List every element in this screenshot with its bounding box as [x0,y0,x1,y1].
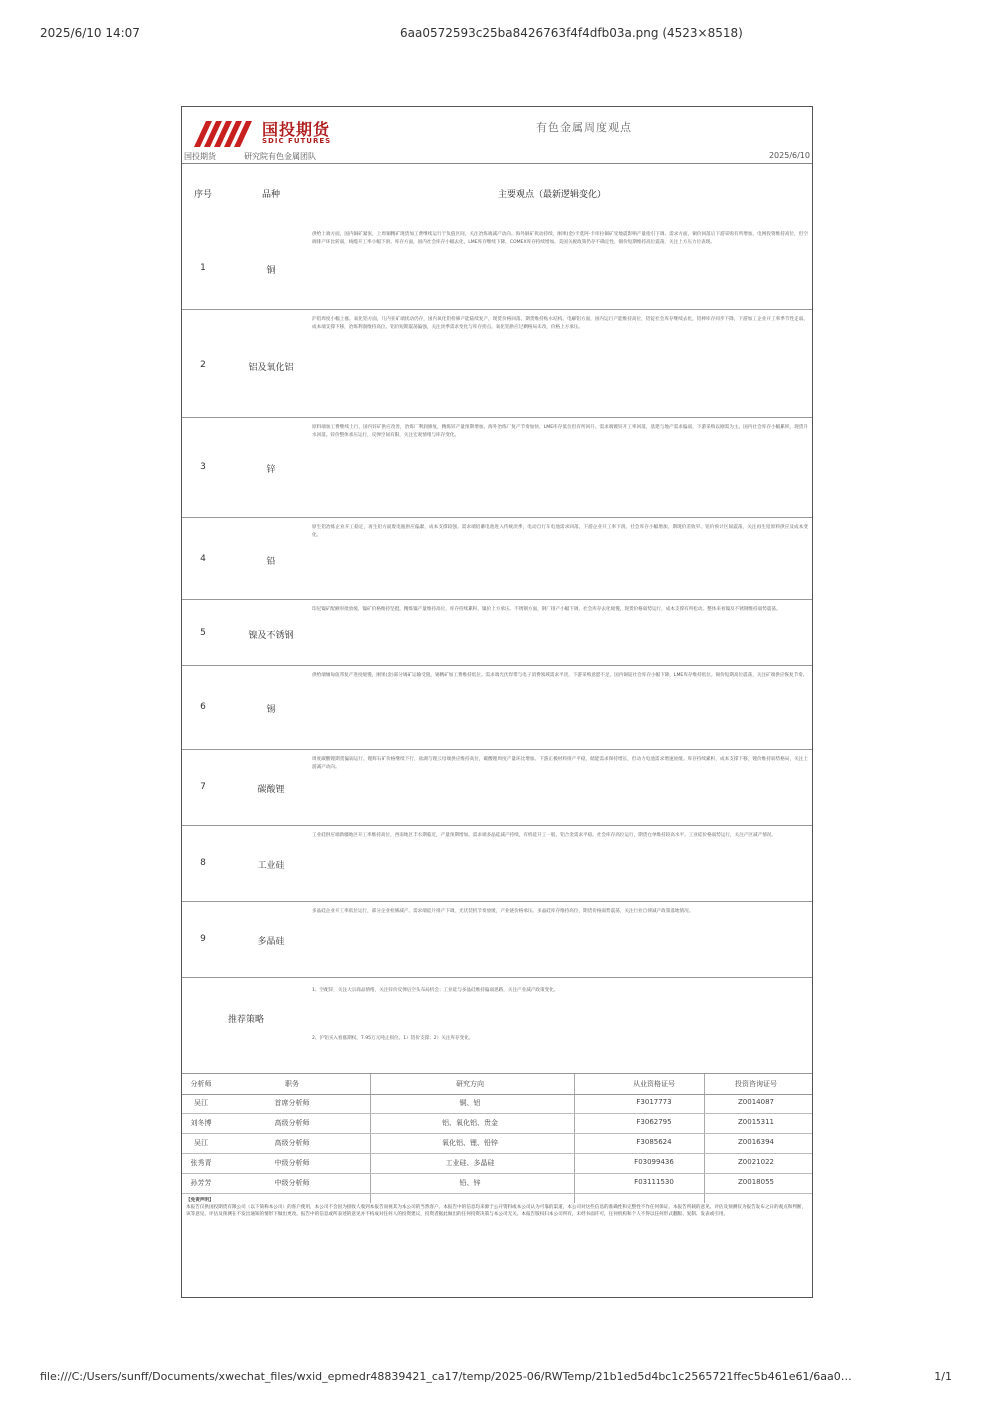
analyst-cons-id: Z0014087 [738,1098,774,1106]
disclaimer [186,1197,808,1287]
analyst-name: 吴江 [194,1099,208,1107]
row-number: 6 [200,702,206,712]
table-row [182,825,812,902]
logo-text-cn: 国投期货 [262,120,331,139]
analyst-field: 铜、铝 [459,1099,481,1107]
analyst-row [182,1153,812,1174]
col-header-view: 主要观点（最新逻辑变化） [497,190,606,200]
analyst-table [182,1073,812,1203]
strategy-label: 推荐策略 [227,1015,264,1025]
analyst-col-cons: 投资咨询证号 [735,1080,777,1088]
col-header-no: 序号 [193,190,212,200]
table-row [182,225,812,315]
analyst-title: 中级分析师 [274,1159,310,1167]
row-view-text: 原生铅冶炼企业开工稳定，再生铅方面废电瓶供应偏紧，成本支撑较强。需求端铅蓄电池进入传统淡季，电动自行车电池需求回落，下游企业开工率下滑。社会库存小幅增加，期现价差收窄。铅价预计区间震荡，关注再生铅原料供应及成本变化。 [312,525,808,538]
company-logo [194,115,354,151]
table-row [182,517,812,600]
print-file-path: file:///C:/Users/sunff/Documents/xwechat_files/wxid_epmedr48839421_ca17/temp/2025-06/RWTemp/21b1ed5d4bc1c2565721ffec5b461e61/6aa0… [40,1370,852,1383]
row-commodity: 碳酸锂 [257,785,285,795]
analyst-col-name: 分析师 [190,1080,212,1088]
strategy-item-2: 2、沪铝买入看涨期权，7.95万元吨止损位。1）铝价支撑；2）关注库存变化。 [312,1036,474,1041]
analyst-row [182,1173,812,1194]
row-commodity: 铅 [266,557,276,567]
analyst-cons-id: Z0018055 [738,1178,774,1186]
row-view-text: 工业硅供应端新疆地区开工率维持高位，西南地区丰水期临近，产量预期增加。需求端多晶硅减产持续，有机硅开工一般，铝合金需求平稳。社会库存高位运行，期货仓单维持较高水平。工业硅价格弱势运行，关注产区减产情况。 [312,833,776,838]
row-number: 9 [200,934,206,944]
print-header [40,26,952,40]
print-page-number: 1/1 [934,1370,952,1383]
row-number: 2 [200,360,206,370]
logo-text-en: SDIC FUTURES [262,137,332,145]
analyst-row [182,1133,812,1154]
row-number: 7 [200,782,206,792]
strategy-item-1: 1、空配锌，关注大宗商品情绪，关注锌价反弹后空头布局机会；工业硅与多晶硅维持偏弱思路，关注产业减产政策变化。 [312,988,559,993]
row-number: 4 [200,554,206,564]
analyst-col-field: 研究方向 [456,1080,484,1088]
table-row [182,417,812,518]
dept-name: 研究院有色金属团队 [244,152,316,161]
analyst-name: 张秀青 [190,1159,212,1167]
row-view-text: 印尼镍矿配额审批放缓，镍矿价格维持坚挺。精炼镍产量维持高位，库存持续累积，镍价上方承压。不锈钢方面，钢厂排产小幅下调，社会库存去化缓慢，现货价格弱势运行，成本支撑有所松动。整体来看镍及不锈钢维持弱势震荡。 [312,607,781,612]
analyst-col-qual: 从业资格证号 [633,1080,675,1088]
analyst-cons-id: Z0021022 [738,1158,774,1166]
table-row [182,901,812,978]
analyst-cons-id: Z0016394 [738,1138,774,1146]
analyst-row [182,1113,812,1134]
report-date: 2025/6/10 [768,151,810,160]
analyst-field: 氧化铝、锂、铅锌 [442,1139,498,1147]
row-view-text: 周度碳酸锂期货偏弱运行。锂辉石矿价格继续下行，盐湖与锂云母端供应维持高位，碳酸锂周度产量环比增加。下游正极材料排产平稳，储能需求保持增长，但动力电池需求增速放缓。库存持续累积，成本支撑下移，锂价维持弱势格局，关注上游减产动向。 [312,757,808,770]
row-number: 5 [200,628,206,638]
row-view-text: 多晶硅企业开工率低位运行，部分企业检修减产。需求端硅片排产下调，光伏装机节奏放缓，产业链价格承压。多晶硅库存维持高位，期货价格弱势震荡，关注行业自律减产政策落地情况。 [312,909,694,914]
table-row [182,309,812,418]
row-commodity: 工业硅 [257,861,285,871]
row-commodity: 铜 [266,266,276,276]
report-page [181,106,813,1298]
row-commodity: 锡 [266,705,276,715]
row-view-text: 原料端加工费继续上行，国内锌矿供应改善，冶炼厂利润修复，精炼锌产量预期增加。海外冶炼厂复产节奏加快，LME库存低位但有所回升。需求端镀锌开工率回落，基建与地产需求偏弱，下游采购以刚需为主。国内社会库存小幅累积，现货升水回落。锌价整体承压运行，反弹空间有限，关注宏观情绪与库存变化。 [312,425,808,438]
row-view-text: 供给上端方面，国内铜矿紧张，上周铜精矿现货加工费继续运行于负值区间，关注冶炼端减产动向。海外铜矿扰动持续，刚果(金)卡莫阿-卡库拉铜矿受地震影响产量指引下调。需求方面，铜价回落后下游采购有所增加，电网投资维持高位，但空调排产环比转弱，线缆开工率小幅下滑。库存方面，国内社会库存小幅去化，LME库存继续下降，COMEX库存持续增加。美国关税政策仍存不确定性，铜价短期维持高位震荡，关注上方压力位表现。 [312,232,808,245]
analyst-qual-id: F3017773 [636,1098,672,1106]
row-number: 3 [200,462,206,472]
report-title: 有色金属周度观点 [536,121,632,134]
analyst-qual-id: F3062795 [636,1118,672,1126]
header-divider [182,163,812,164]
col-header-name: 品种 [261,190,280,200]
row-view-text: 沪铝周度小幅上涨。氧化铝方面，几内亚矿端扰动仍存，国内氧化铝检修产能陆续复产，现货价格回落，期货维持贴水结构。电解铝方面，国内运行产能维持高位，铝锭社会库存继续去化，铝棒库存同步下降，下游加工企业开工率季节性走弱。成本端支撑下移，冶炼利润维持高位。铝价短期震荡偏强，关注淡季需求变化与库存拐点。氧化铝供应过剩格局未改，价格上方承压。 [312,317,808,330]
analyst-qual-id: F03099436 [634,1158,674,1166]
table-row [182,665,812,750]
analyst-title: 中级分析师 [274,1179,310,1187]
analyst-qual-id: F03111530 [634,1178,674,1186]
print-filename: 6aa0572593c25ba8426763f4f4dfb03a.png (4523×8518) [400,26,743,40]
analyst-row [182,1093,812,1114]
table-row [182,599,812,666]
disclaimer-title: 【免责声明】 [186,1198,214,1203]
print-timestamp: 2025/6/10 14:07 [40,26,140,40]
analyst-col-title: 职务 [285,1080,299,1088]
analyst-field: 工业硅、多晶硅 [445,1159,495,1167]
org-name: 国投期货 [184,152,216,161]
analyst-name: 刘冬博 [190,1119,212,1127]
table-row [182,749,812,826]
analyst-field: 铝、氧化铝、贵金 [442,1119,498,1127]
logo-stripes-icon [194,117,254,147]
analyst-title: 高级分析师 [274,1139,310,1147]
analyst-title: 首席分析师 [274,1099,310,1107]
row-commodity: 多晶硅 [257,937,285,947]
disclaimer-body: 本报告仅供国投期货有限公司（以下简称本公司）的客户使用，本公司不会因为接收人收到本报告而视其为本公司的当然客户。本报告中的信息均来源于公开资料或本公司认为可靠的渠道，本公司对这些信息的准确性和完整性不作任何保证。本报告所载的意见、评估及预测仅为报告发布之日的观点和判断，该等意见、评估及预测在不发出通知的情形下做出更改。报告中的信息或所表述的意见并不构成对任何人的投资建议，投资者据此做出的任何投资决策与本公司无关。本报告版权归本公司所有，未经书面许可，任何机构和个人不得以任何形式翻版、复制、发表或引用。 [186,1205,807,1217]
row-commodity: 镍及不锈钢 [248,631,294,641]
row-commodity: 锌 [266,465,276,475]
analyst-field: 铅、锌 [459,1179,481,1187]
print-footer [40,1370,952,1384]
analyst-qual-id: F3085624 [636,1138,672,1146]
analyst-header-row [182,1073,812,1095]
row-number: 8 [200,858,206,868]
analyst-cons-id: Z0015311 [738,1118,774,1126]
row-view-text: 供给端缅甸佤邦复产进度缓慢，刚果(金)部分锡矿运输受阻，锡精矿加工费维持低位。需求端光伏焊带与电子消费领域需求平淡，下游采购意愿不足。国内锡锭社会库存小幅下降，LME库存维持低位。锡价短期高位震荡，关注矿端供应恢复节奏。 [312,673,808,678]
row-number: 1 [200,263,206,273]
analyst-name: 孙芳芳 [190,1179,212,1187]
row-commodity: 铝及氧化铝 [248,363,294,373]
analyst-title: 高级分析师 [274,1119,310,1127]
analyst-name: 吴江 [194,1139,208,1147]
